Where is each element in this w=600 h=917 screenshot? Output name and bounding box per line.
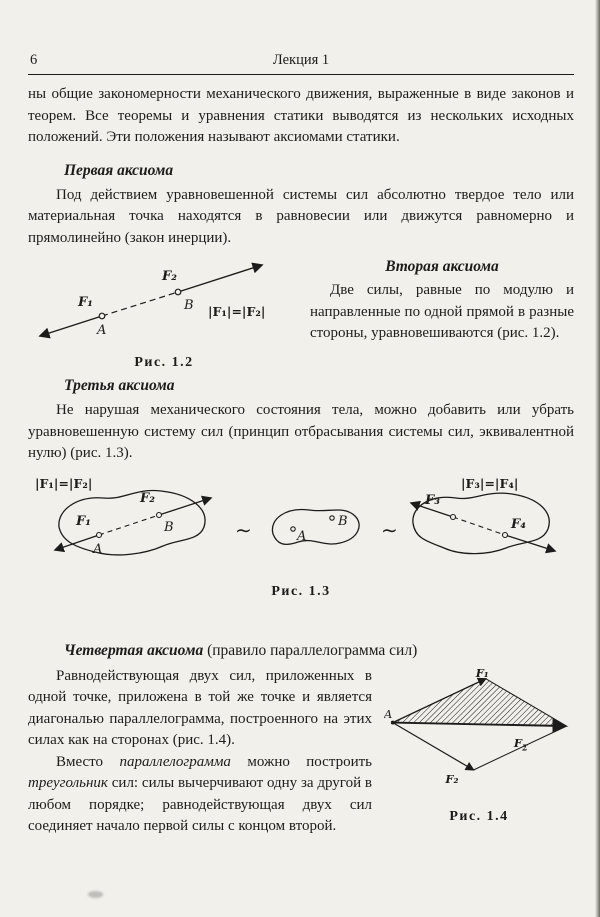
point-b: [175, 289, 181, 295]
point-a: [391, 720, 395, 724]
axiom3-heading: Третья аксиома: [64, 377, 175, 394]
label-f3: F₃: [425, 492, 440, 508]
label-f4: F₄: [511, 516, 526, 532]
label-point-b-middle: B: [338, 513, 348, 529]
figure-1-3: [28, 477, 574, 600]
figure-1-3-caption: Рис. 1.3: [271, 583, 331, 599]
label-f1: F₁: [475, 667, 489, 680]
label-equation-right: |F₃|=|F₄|: [461, 476, 519, 491]
force-f2-arrow: [178, 265, 262, 292]
point-a-middle: [291, 526, 295, 530]
text-run-2: можно построить: [230, 753, 373, 770]
label-f2-left: F₂: [140, 490, 155, 506]
intro-paragraph: ны общие закономерности механического движения, выраженные в виде законов и теорем. Все теоремы и уравнения статики выводятся из нескольких исходных положений. Эти положения называют аксиомами статики.: [28, 86, 574, 145]
text-run-3: сил: силы вычерчивают одну за другой в любом порядке; равнодействующая двух сил соединяет начало первой силы с концом второй.: [28, 775, 372, 834]
axiom1-paragraph: Под действием уравновешенной системы сил абсолютно твердое тело или материальная точка находятся в равновесии или движутся равномерно и прямолинейно (закон инерции).: [28, 186, 574, 246]
term-parallelogram: параллелограмма: [119, 753, 231, 770]
axiom4-paragraph-1: Равнодействующая двух сил, приложенных в одной точке, приложена в той же точке и является диагональю параллелограмма, построенного на этих силах как на сторонах (рис. 1.4).: [28, 667, 372, 748]
pencil-smudge: [88, 891, 103, 898]
page-header: [28, 52, 574, 72]
point-a: [99, 313, 105, 319]
header-title: Лекция 1: [272, 52, 330, 68]
equivalence-tilde-2: ∼: [381, 517, 398, 542]
label-f-sigma-base: F: [513, 735, 522, 750]
label-f-sigma-sub: Σ: [521, 743, 528, 753]
force-f1-arrow: [40, 316, 102, 336]
label-point-a: A: [97, 323, 107, 338]
line-ab-dashed: [102, 292, 178, 316]
figure-1-2: [28, 254, 300, 371]
figure-1-4-caption: Рис. 1.4: [449, 808, 509, 824]
label-f1: F₁: [78, 295, 93, 310]
hatched-triangle: [393, 678, 567, 725]
axiom2-heading: Вторая аксиома: [385, 258, 499, 275]
force-f4-arrow-right-body: [505, 535, 555, 551]
label-point-b-left: B: [164, 519, 174, 535]
axiom2-column: [310, 254, 574, 345]
axiom4-heading: [28, 642, 574, 660]
line-dashed-right-body: [453, 517, 505, 535]
point-a-left: [97, 532, 102, 537]
label-point-a-left: A: [93, 541, 103, 557]
figure-1-2-drawing: [28, 254, 300, 346]
label-f2: F₂: [162, 269, 177, 284]
text-run-1: Вместо: [56, 753, 120, 770]
figure12-row: [28, 254, 574, 371]
label-point-b: B: [184, 298, 194, 313]
label-f2: F₂: [445, 771, 459, 786]
page-edge-shadow: [595, 0, 600, 917]
term-triangle: треугольник: [28, 775, 108, 791]
point-f4: [503, 532, 508, 537]
label-f1-left: F₁: [76, 513, 91, 529]
point-b-left: [157, 512, 162, 517]
axiom3-paragraph: Не нарушая механического состояния тела, можно добавить или убрать уравновешенную систему сил (принцип отбрасывания системы сил, эквивалентной нулю) (рис. 1.3).: [28, 402, 574, 461]
axiom2-paragraph: Две силы, равные по модулю и направленные по одной прямой в разные стороны, уравновешиваются (рис. 1.2).: [310, 282, 574, 341]
figure-1-2-caption: Рис. 1.2: [134, 355, 194, 370]
figure-1-3-drawing: [29, 477, 573, 575]
axiom4-block: [28, 666, 574, 838]
axiom4-heading-main: Четвертая аксиома: [64, 641, 204, 659]
page-number: 6: [30, 52, 38, 68]
header-rule: [28, 74, 574, 75]
force-f2-arrow: [393, 722, 474, 769]
label-point-a: A: [384, 706, 393, 721]
label-equation-left: |F₁|=|F₂|: [35, 476, 93, 491]
point-f3: [451, 514, 456, 519]
line-ab-dashed-left-body: [99, 515, 159, 535]
equivalence-tilde-1: ∼: [235, 517, 252, 542]
figure-1-4-drawing: [384, 668, 570, 800]
axiom1-heading: Первая аксиома: [64, 161, 174, 179]
point-b-middle: [330, 515, 334, 519]
label-point-a-middle: A: [297, 528, 307, 544]
axiom4-heading-suffix: (правило параллелограмма сил): [203, 641, 418, 659]
label-equation-f1-f2: |F₁|=|F₂|: [208, 304, 266, 319]
figure-1-4: [384, 668, 574, 825]
